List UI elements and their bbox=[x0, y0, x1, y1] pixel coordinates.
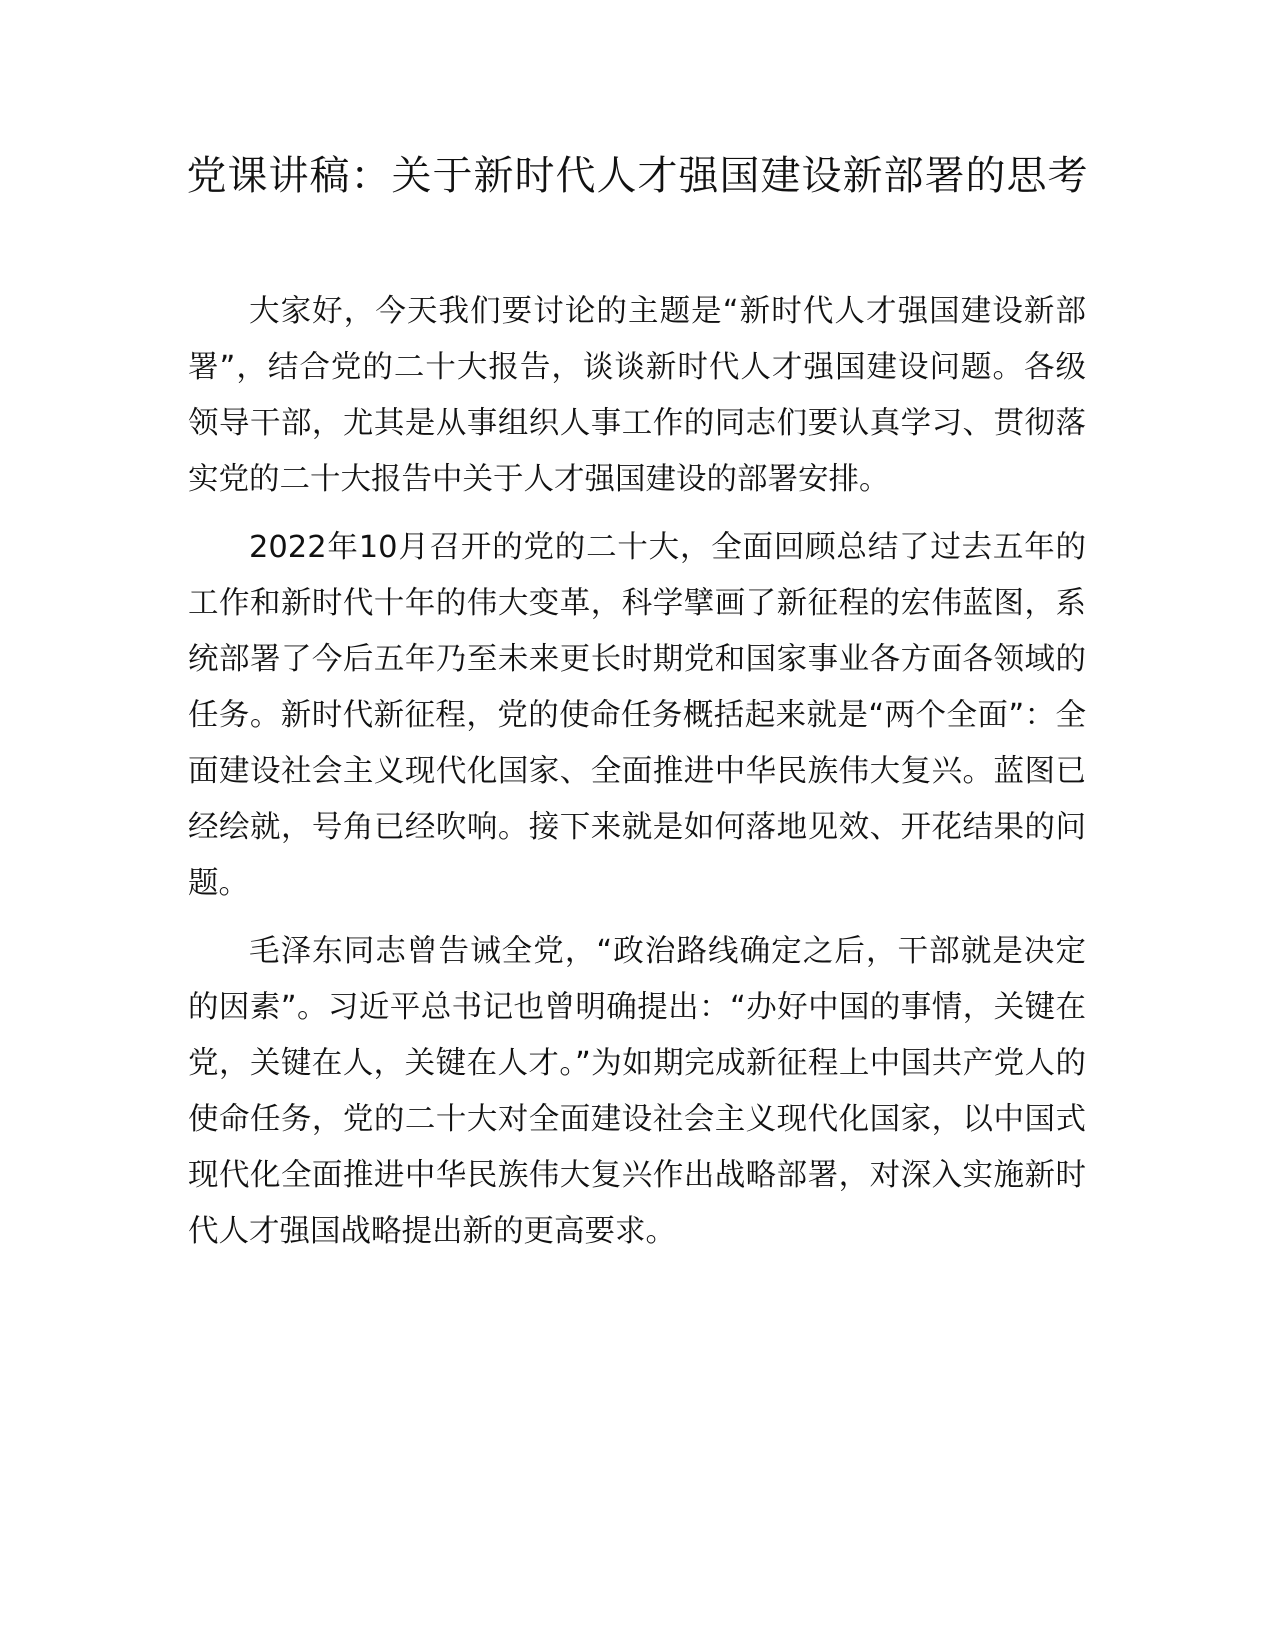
document-body bbox=[188, 284, 1086, 1272]
document-title: 党课讲稿：关于新时代人才强国建设新部署的思考 bbox=[186, 153, 1089, 199]
paragraph-1: 大家好，今天我们要讨论的主题是“新时代人才强国建设新部署”，结合党的二十大报告，谈谈新时代人才强国建设问题。各级领导干部，尤其是从事组织人事工作的同志们要认真学习、贯彻落实党的二十大报告中关于人才强国建设的部署安排。 bbox=[188, 294, 1086, 497]
paragraph-3: 毛泽东同志曾告诫全党，“政治路线确定之后，干部就是决定的因素”。习近平总书记也曾明确提出：“办好中国的事情，关键在党，关键在人，关键在人才。”为如期完成新征程上中国共产党人的使命任务，党的二十大对全面建设社会主义现代化国家，以中国式现代化全面推进中华民族伟大复兴作出战略部署，对深入实施新时代人才强国战略提出新的更高要求。 bbox=[188, 934, 1086, 1249]
paragraph-2: 2022年10月召开的党的二十大，全面回顾总结了过去五年的工作和新时代十年的伟大变革，科学擘画了新征程的宏伟蓝图，系统部署了今后五年乃至未来更长时期党和国家事业各方面各领域的任务。新时代新征程，党的使命任务概括起来就是“两个全面”：全面建设社会主义现代化国家、全面推进中华民族伟大复兴。蓝图已经绘就，号角已经吹响。接下来就是如何落地见效、开花结果的问题。 bbox=[188, 530, 1086, 901]
